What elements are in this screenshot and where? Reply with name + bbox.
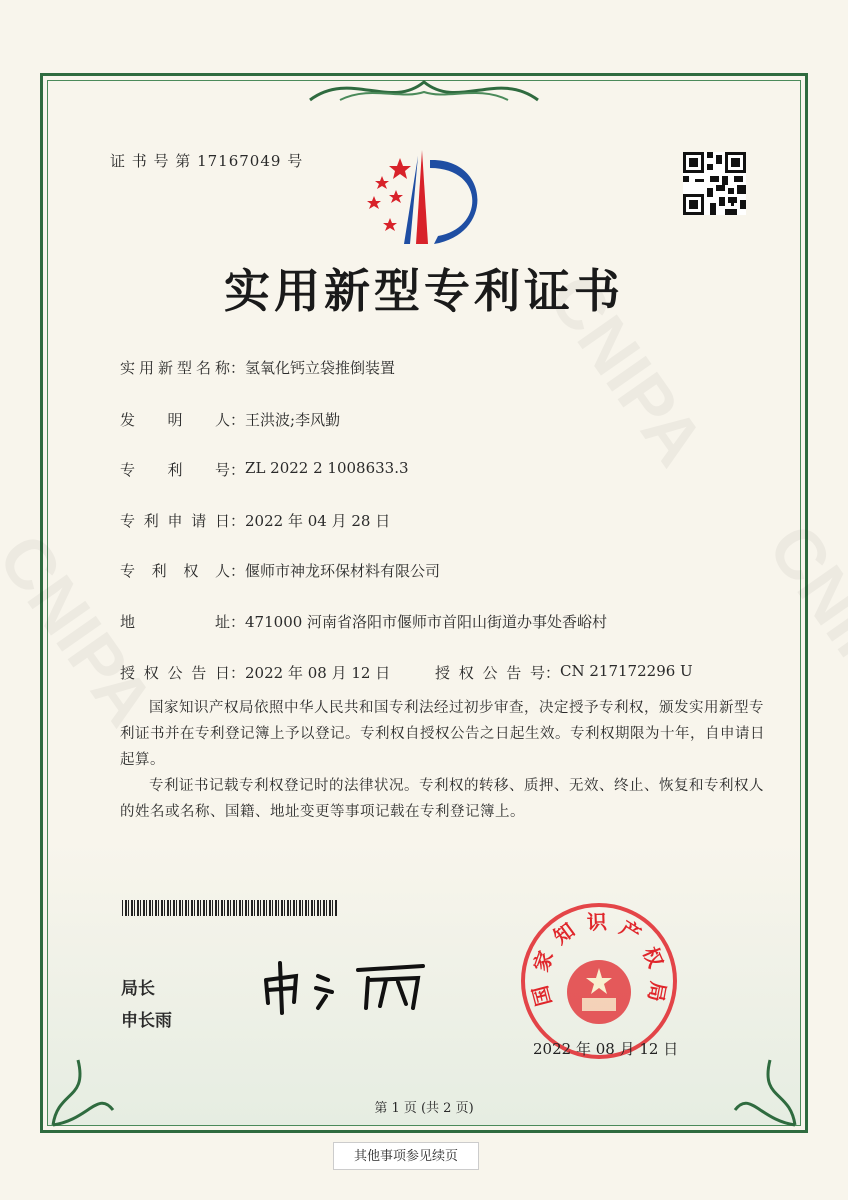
field-value: 2022 年 08 月 12 日: [245, 664, 391, 682]
statement-paragraph: 专利证书记载专利权登记时的法律状况。专利权的转移、质押、无效、终止、恢复和专利权人的姓名或名称、国籍、地址变更等事项记载在专利登记簿上。: [120, 778, 764, 820]
barcode: [122, 900, 337, 916]
field-name: 实用新型名称 ： 氢氧化钙立袋推倒装置: [120, 359, 396, 377]
field-value: 偃师市神龙环保材料有限公司: [245, 562, 441, 580]
seal-date: 2022 年 08 月 12 日: [533, 1040, 679, 1058]
cnipa-logo: [360, 148, 490, 248]
field-label: 专利申请日: [120, 512, 230, 530]
director-signature: [258, 958, 438, 1018]
field-label: 授权公告日: [120, 664, 230, 682]
qr-code: [683, 152, 746, 215]
statement-paragraph: 国家知识产权局依照中华人民共和国专利法经过初步审查，决定授予专利权，颁发实用新型专利证书并在专利登记簿上予以登记。专利权自授权公告之日起生效。专利权期限为十年，自申请日起算。: [120, 700, 765, 768]
page-indicator: 第 1 页 (共 2 页): [374, 1101, 474, 1116]
field-value: 471000 河南省洛阳市偃师市首阳山街道办事处香峪村: [245, 613, 608, 631]
field-inventors: 发明人 ： 王洪波;李风勤: [120, 411, 341, 429]
field-filing-date: 专利申请日 ： 2022 年 04 月 28 日: [120, 512, 391, 530]
field-label: 授权公告号: [435, 664, 545, 682]
field-address: 地址 ： 471000 河南省洛阳市偃师市首阳山街道办事处香峪村: [120, 613, 608, 631]
seal-text-path: 国家知识产权局: [527, 909, 671, 1009]
field-label: 实用新型名称: [120, 359, 230, 377]
ornament-top: [300, 70, 548, 110]
field-value: 氢氧化钙立袋推倒装置: [245, 359, 396, 377]
director-name: 申长雨: [121, 1011, 172, 1031]
field-value: CN 217172296 U: [560, 662, 693, 680]
continued-note: 其他事项参见续页: [333, 1142, 479, 1170]
field-patent-no: 专利号 ： ZL 2022 2 1008633.3: [120, 459, 409, 479]
certificate-number: 证 书 号 第 17167049 号: [110, 152, 304, 170]
field-value: ZL 2022 2 1008633.3: [245, 459, 409, 477]
field-label: 专利权人: [120, 562, 230, 580]
field-value: 王洪波;李风勤: [245, 411, 341, 429]
field-label: 专利号: [120, 461, 230, 479]
document-title: 实用新型专利证书: [224, 264, 624, 318]
ornament-corner-right: [730, 1040, 800, 1130]
field-value: 2022 年 04 月 28 日: [245, 512, 391, 530]
field-label: 发明人: [120, 411, 230, 429]
field-label: 地址: [120, 613, 230, 631]
ornament-corner-left: [48, 1040, 118, 1130]
director-title: 局长: [121, 979, 155, 999]
field-patentee: 专利权人 ： 偃师市神龙环保材料有限公司: [120, 562, 441, 580]
field-grant-date: 授权公告日 ： 2022 年 08 月 12 日: [120, 664, 391, 682]
field-grant-no: 授权公告号 ： CN 217172296 U: [435, 662, 693, 682]
